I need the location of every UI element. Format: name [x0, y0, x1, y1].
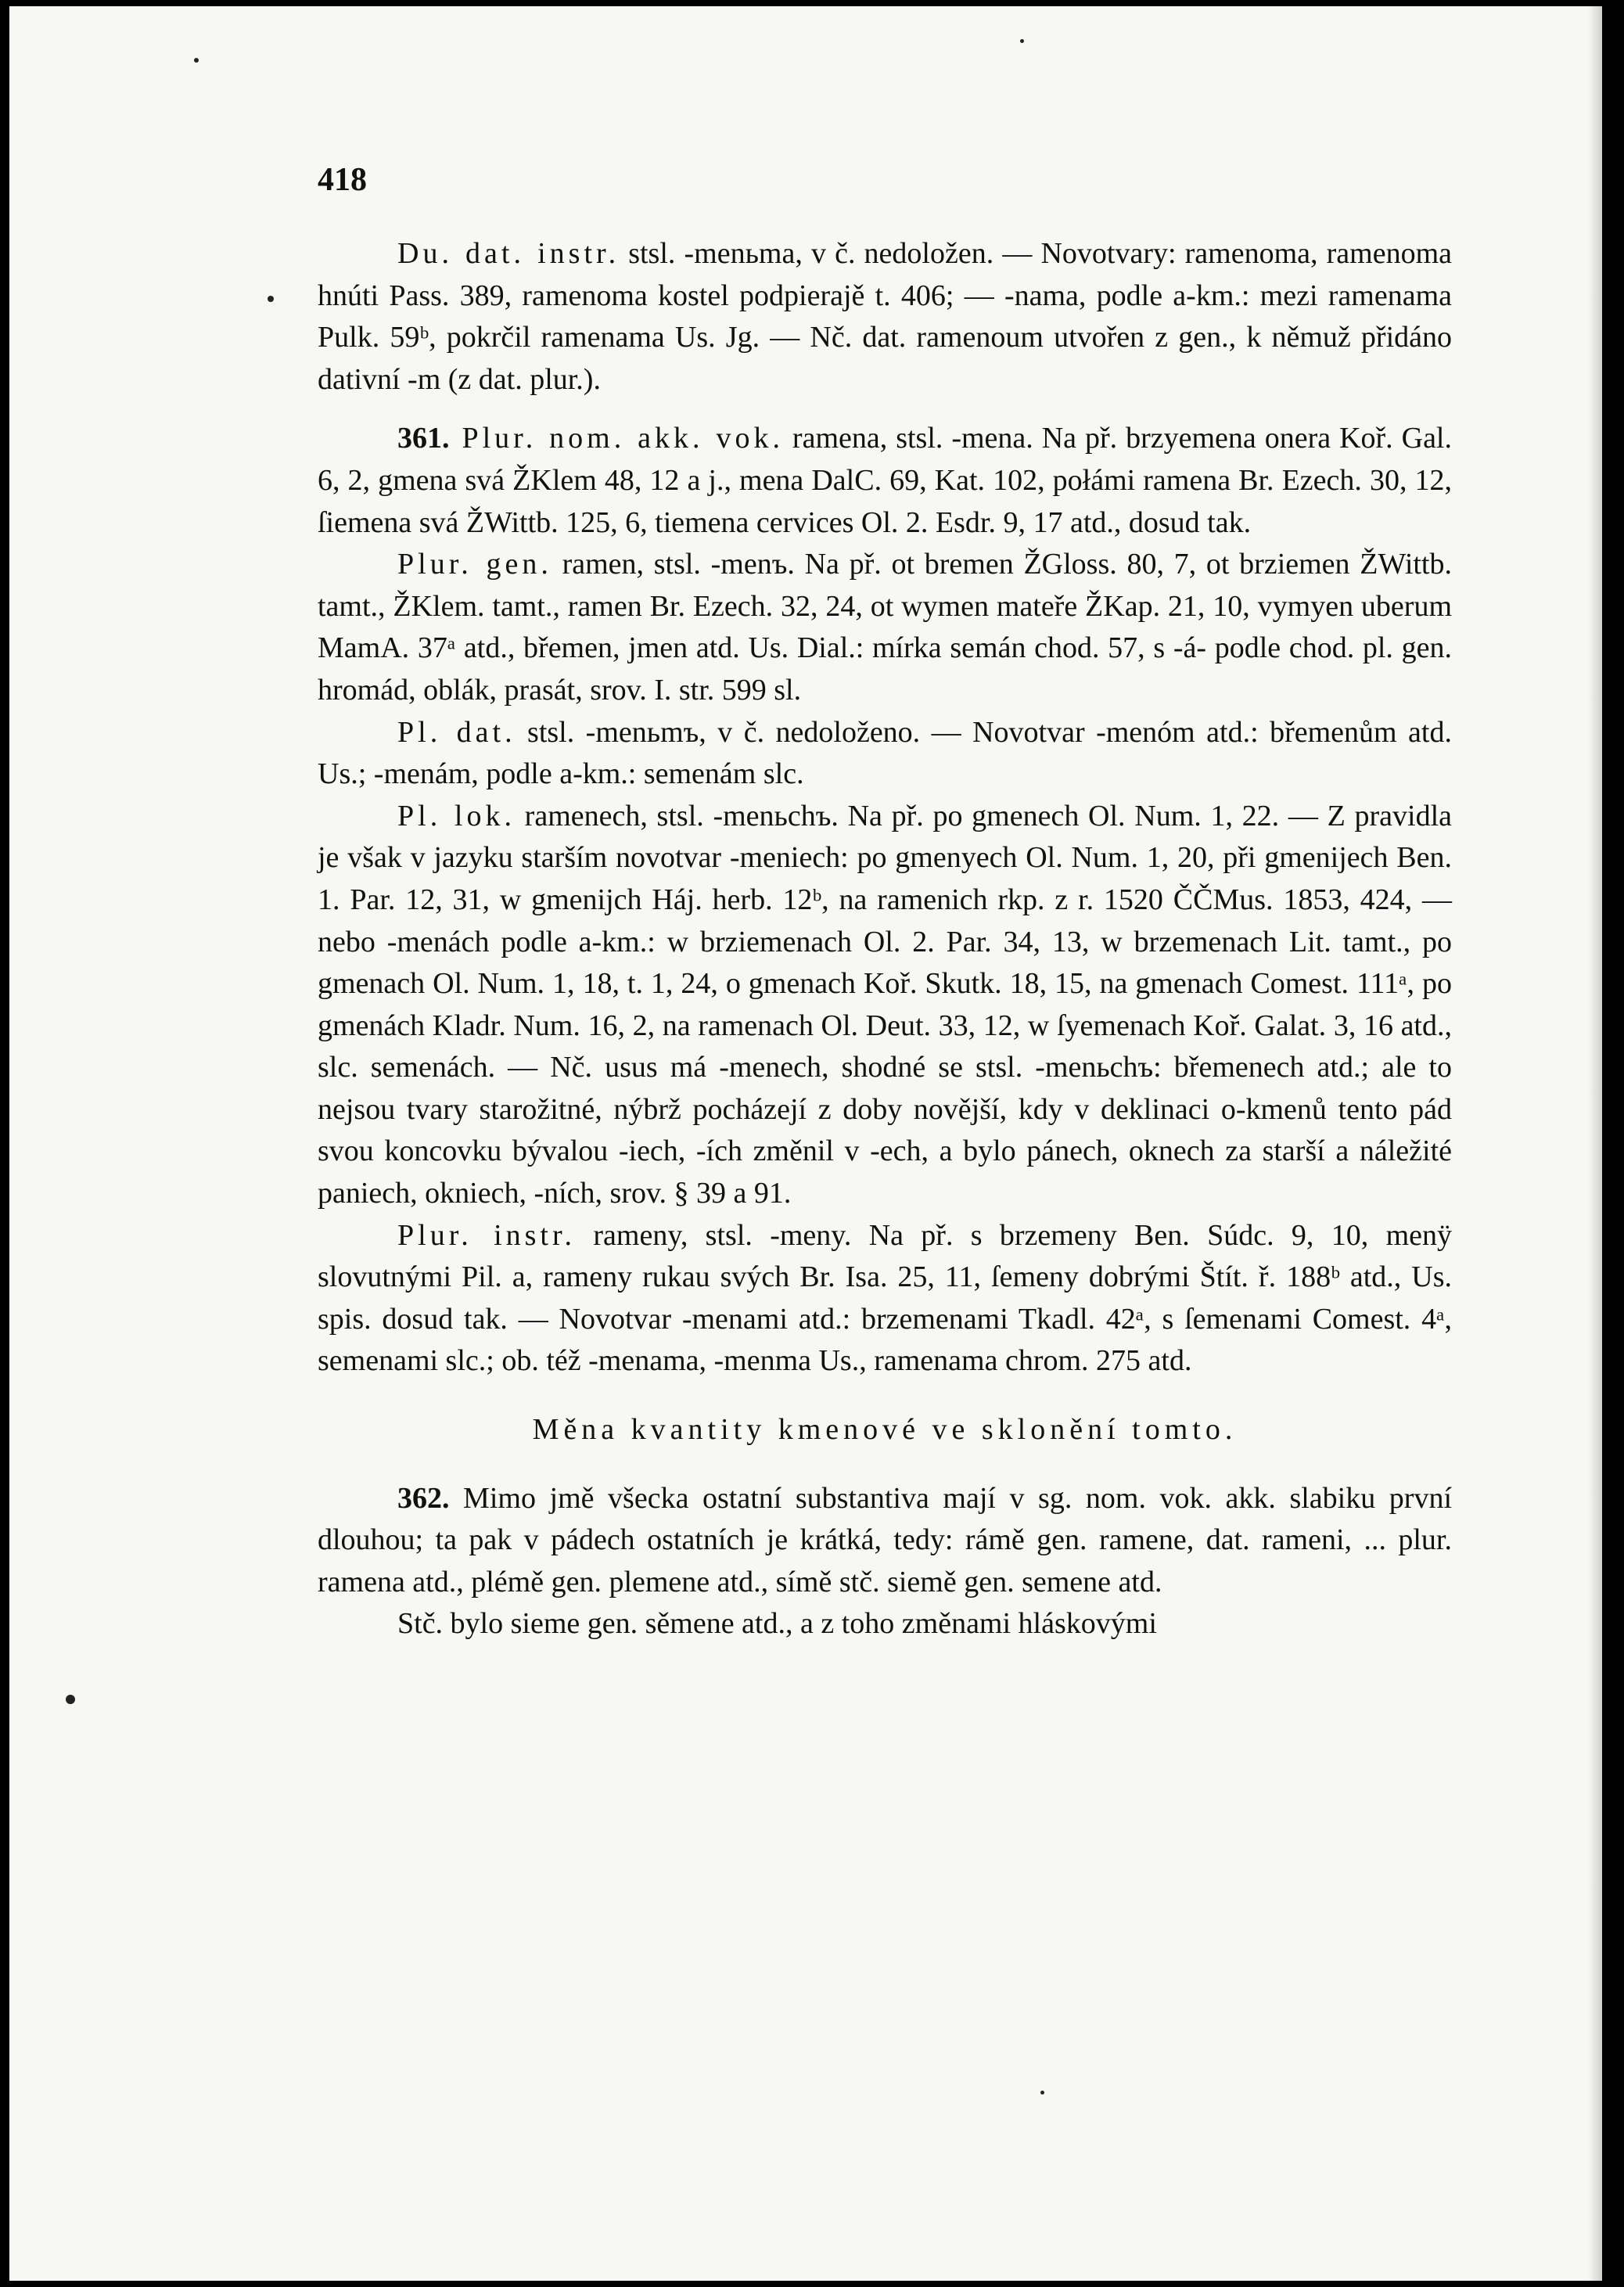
- page-number: 418: [318, 162, 367, 198]
- margin-dot: [268, 296, 274, 302]
- paragraph-text: ramen, stsl. -menъ. Na př. ot bremen ŽGloss. 80, 7, ot brziemen ŽWittb. tamt., ŽKlem. tamt., ramen Br. Ezech. 32, 24, ot wymen mateře ŽKap. 21, 10, vymyen uberum MamA. 37ᵃ atd., břemen, jmen atd. Us. Dial.: mírka semán chod. 57, s -á- podle chod. pl. gen. hromád, oblák, prasát, srov. I. str. 599 sl.: [318, 548, 1452, 707]
- case-label: Du. dat. instr.: [397, 237, 620, 270]
- page-edge-shadow: [1588, 6, 1602, 2281]
- section-heading: Měna kvantity kmenové ve sklonění tomto.: [532, 1413, 1238, 1447]
- margin-dot: [66, 1695, 75, 1704]
- paragraph-text: ramena, stsl. -mena. Na př. brzyemena onera Koř. Gal. 6, 2, gmena svá ŽKlem 48, 12 a j., mena DalC. 69, Kat. 102, połámi ramena Br. Ezech. 30, 12, ſiemena svá ŽWittb. 125, 6, tiemena cervices Ol. 2. Esdr. 9, 17 atd., dosud tak.: [318, 422, 1452, 539]
- case-label: Plur. gen.: [397, 548, 552, 581]
- paragraph-text: stsl. -menьma, v č. nedoložen. — Novotvary: ramenoma, ramenoma hnúti Pass. 389, ramenoma kostel podpierajě t. 406; — -nama, podle a-km.: mezi ramenama Pulk. 59ᵇ, pokrčil ramenama Us. Jg. — Nč. dat. ramenoum utvořen z gen., k němuž přidáno dativní -m (z dat. plur.).: [318, 237, 1452, 396]
- section-number: 361.: [397, 422, 450, 455]
- paragraph-text: Mimo jmě všecka ostatní substantiva mají v sg. nom. vok. akk. slabiku první dlouhou; ta pak v pádech ostatních je krátká, tedy: rámě gen. ramene, dat. rameni, ... plur. ramena atd., plémě gen. plemene atd., símě stč. siemě gen. semene atd.: [318, 1481, 1452, 1598]
- paragraph-pl-lok: [318, 796, 1452, 1215]
- case-label: Plur. nom. akk. vok.: [449, 422, 784, 455]
- case-label: Pl. lok.: [397, 799, 516, 832]
- paragraph-362: [318, 1478, 1452, 1604]
- paragraph-text: rameny, stsl. -meny. Na př. s brzemeny Ben. Súdc. 9, 10, menÿ slovutnými Pil. a, rameny rukau svých Br. Isa. 25, 11, ſemeny dobrými Štít. ř. 188ᵇ atd., Us. spis. dosud tak. — Novotvar -menami atd.: brzemenami Tkadl. 42ᵃ, s ſemenami Comest. 4ᵃ, semenami slc.; ob. též -menama, -menma Us., ramenama chrom. 275 atd.: [318, 1218, 1452, 1378]
- paragraph-plur-nom: [318, 418, 1452, 544]
- paragraph-plur-instr: [318, 1215, 1452, 1383]
- paragraph-text: Stč. bylo sieme gen. sěmene atd., a z toho změnami hláskovými: [397, 1607, 1157, 1641]
- margin-dot: [1020, 39, 1024, 43]
- case-label: Pl. dat.: [397, 715, 516, 749]
- paragraph-pl-dat: [318, 712, 1452, 796]
- paragraph-text: stsl. -menьmъ, v č. nedoloženo. — Novotvar -menóm atd.: břemenům atd. Us.; -menám, podle a-km.: semenám slc.: [318, 715, 1452, 791]
- section-number: 362.: [397, 1481, 450, 1515]
- body-text: [318, 233, 1452, 1645]
- case-label: Plur. instr.: [397, 1218, 577, 1252]
- paragraph-plur-gen: [318, 544, 1452, 711]
- paragraph-stc: [318, 1603, 1452, 1645]
- margin-dot: [1040, 2091, 1044, 2095]
- scanned-page: [9, 6, 1602, 2281]
- paragraph-du-dat-instr: [318, 233, 1452, 401]
- margin-dot: [194, 58, 199, 63]
- paragraph-text: ramenech, stsl. -menьchъ. Na př. po gmenech Ol. Num. 1, 22. — Z pravidla je však v jazyku starším novotvar -meniech: po gmenyech Ol. Num. 1, 20, při gmenijech Ben. 1. Par. 12, 31, w gmenijch Háj. herb. 12ᵇ, na ramenich rkp. z r. 1520 ČČMus. 1853, 424, — nebo -menách podle a-km.: w brziemenach Ol. 2. Par. 34, 13, w brzemenach Lit. tamt., po gmenach Ol. Num. 1, 18, t. 1, 24, o gmenach Koř. Skutk. 18, 15, na gmenach Comest. 111ᵃ, po gmenách Kladr. Num. 16, 2, na ramenach Ol. Deut. 33, 12, w ſyemenach Koř. Galat. 3, 16 atd., slc. semenách. — Nč. usus má -menech, shodné se stsl. -menьchъ: břemenech atd.; ale to nejsou tvary starožitné, nýbrž pocházejí z doby novější, kdy v deklinaci o-kmenů tento pád svou koncovku bývalou -iech, -ích změnil v -ech, a bylo pánech, oknech za starší a náležité paniech, okniech, -ních, srov. § 39 a 91.: [318, 799, 1453, 1210]
